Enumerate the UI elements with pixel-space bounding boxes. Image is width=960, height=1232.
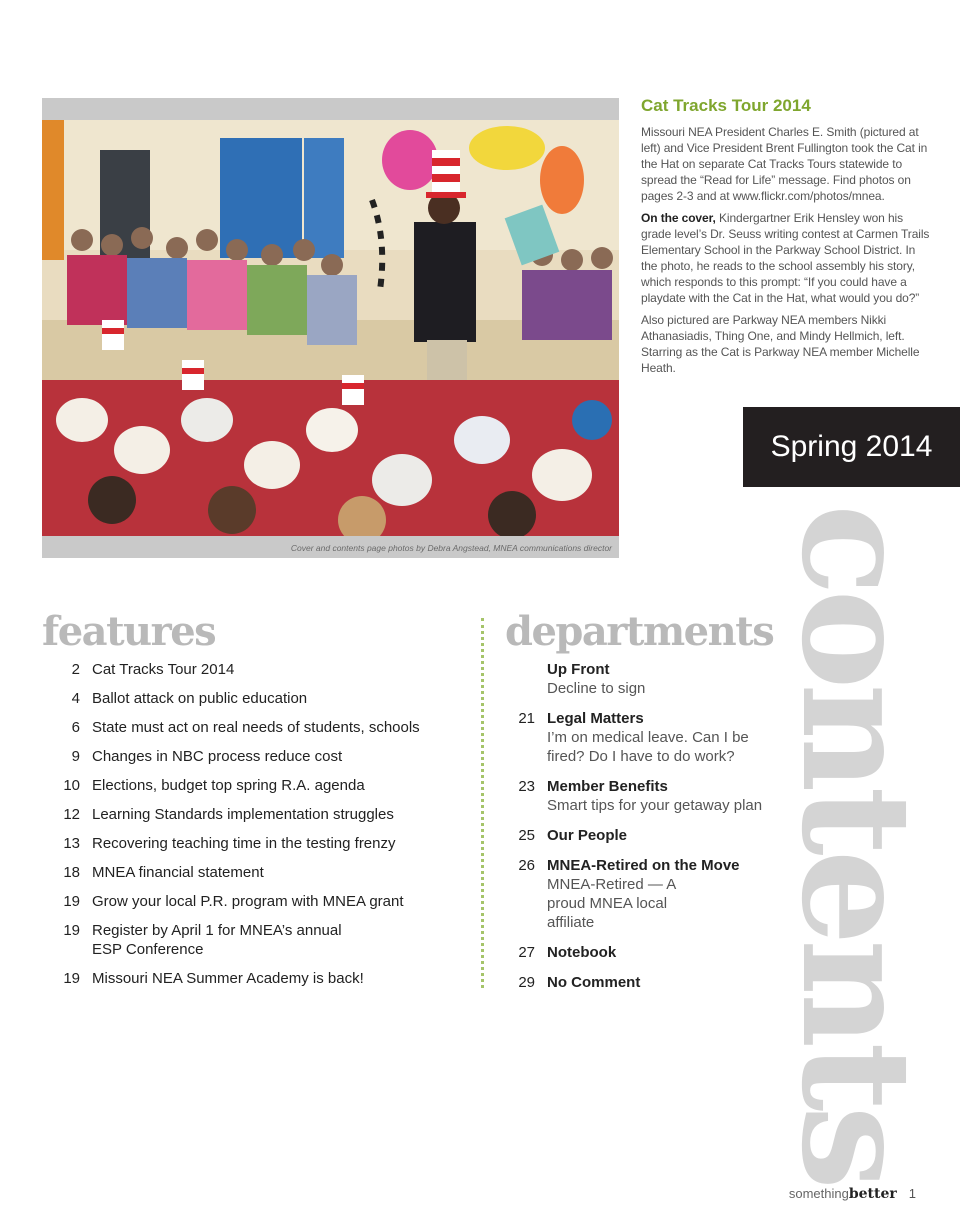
brand-part-1: something <box>788 1186 849 1201</box>
department-title: Our People <box>547 827 628 844</box>
feature-title: Missouri NEA Summer Academy is back! <box>92 970 364 987</box>
department-item[interactable] <box>507 973 797 992</box>
column-divider <box>481 618 484 988</box>
department-title: Member Benefits <box>547 778 668 795</box>
page-number: 1 <box>908 1186 916 1201</box>
department-title: Up Front <box>547 661 610 678</box>
feature-title: Register by April 1 for MNEA’s annual ESP Conference <box>92 922 342 958</box>
department-title: Legal Matters <box>547 710 644 727</box>
caption-paragraph-3: Also pictured are Parkway NEA members Nikki Athanasiadis, Thing One, and Mindy Hellmich, left. Starring as the Cat is Parkway NEA member Michelle Heath. <box>641 313 920 375</box>
department-page <box>507 660 535 698</box>
feature-page: 10 <box>63 777 80 794</box>
feature-item[interactable] <box>52 718 462 737</box>
caption-paragraph-2 <box>641 210 931 306</box>
issue-season-band: Spring 2014 <box>743 407 960 487</box>
feature-title: State must act on real needs of students, schools <box>92 719 420 736</box>
caption-paragraph-1: Missouri NEA President Charles E. Smith (pictured at left) and Vice President Brent Fullington took the Cat in the Hat on separate Cat Tracks Tours statewide to spread the “Read for Life” message. Find photos on pages 2-3 and at www.flickr.com/photos/mnea. <box>641 125 928 203</box>
cover-caption <box>641 96 931 382</box>
feature-item[interactable] <box>52 834 462 853</box>
contents-word: contents <box>768 504 944 1184</box>
department-title: Notebook <box>547 944 617 961</box>
feature-page: 18 <box>63 864 80 881</box>
department-item[interactable] <box>507 777 797 815</box>
feature-item[interactable] <box>52 892 462 911</box>
feature-page: 12 <box>63 806 80 823</box>
department-subtitle: Decline to sign <box>547 680 646 697</box>
feature-title: Elections, budget top spring R.A. agenda <box>92 777 365 794</box>
department-page: 29 <box>518 974 535 991</box>
contents-vertical-title <box>768 504 944 1184</box>
feature-item[interactable] <box>52 805 462 824</box>
feature-page: 9 <box>71 748 80 765</box>
department-page: 27 <box>518 944 535 961</box>
department-item[interactable] <box>507 856 797 932</box>
department-item[interactable] <box>507 826 797 845</box>
department-page: 23 <box>518 778 535 795</box>
feature-title: Changes in NBC process reduce cost <box>92 748 343 765</box>
department-subtitle: Smart tips for your getaway plan <box>547 797 763 814</box>
page-footer <box>789 1186 916 1202</box>
feature-item[interactable] <box>52 689 462 708</box>
feature-title: MNEA financial statement <box>92 864 264 881</box>
feature-page: 13 <box>63 835 80 852</box>
department-subtitle: I’m on medical leave. Can I be fired? Do I have to do work? <box>547 729 749 765</box>
photo-credit: Cover and contents page photos by Debra Angstead, MNEA communications director <box>290 543 612 553</box>
feature-title: Learning Standards implementation struggles <box>92 806 394 823</box>
department-page: 25 <box>518 827 535 844</box>
feature-page: 19 <box>63 970 80 987</box>
feature-page: 6 <box>71 719 80 736</box>
features-heading: features <box>42 608 216 655</box>
department-title: MNEA-Retired on the Move <box>547 857 740 874</box>
department-item[interactable] <box>507 709 797 766</box>
department-page: 26 <box>518 857 535 874</box>
feature-item[interactable] <box>52 969 462 988</box>
department-subtitle: MNEA-Retired — A proud MNEA local affiliate <box>547 876 676 931</box>
feature-title: Recovering teaching time in the testing frenzy <box>92 835 396 852</box>
features-list <box>52 660 462 998</box>
assembly-photo-illustration <box>42 120 619 536</box>
assembly-photo <box>42 120 619 536</box>
feature-title: Grow your local P.R. program with MNEA grant <box>92 893 404 910</box>
department-item[interactable] <box>507 943 797 962</box>
magazine-brand <box>789 1186 897 1202</box>
department-page: 21 <box>518 710 535 727</box>
brand-part-2: better <box>848 1186 897 1202</box>
cover-photo-frame <box>42 98 619 558</box>
feature-item[interactable] <box>52 660 462 679</box>
departments-heading: departments <box>505 608 774 655</box>
feature-page: 19 <box>63 893 80 910</box>
feature-item[interactable] <box>52 863 462 882</box>
feature-title: Ballot attack on public education <box>92 690 308 707</box>
feature-item[interactable] <box>52 776 462 795</box>
feature-item[interactable] <box>52 921 462 959</box>
department-item[interactable] <box>507 660 797 698</box>
caption-paragraph-2-text: Kindergartner Erik Hensley won his grade level’s Dr. Seuss writing contest at Carmen Trails Elementary School in the Parkway School District. In the photo, he reads to the school assembly his story, which responds to this prompt: “If you could have a playdate with the Cat in the Hat, what would you do?” <box>641 211 930 305</box>
caption-lead: On the cover, <box>641 211 716 225</box>
feature-page: 19 <box>63 922 80 939</box>
feature-page: 2 <box>71 661 80 678</box>
feature-page: 4 <box>71 690 80 707</box>
department-title: No Comment <box>547 974 641 991</box>
feature-title: Cat Tracks Tour 2014 <box>92 661 235 678</box>
caption-title: Cat Tracks Tour 2014 <box>641 96 811 115</box>
departments-list <box>507 660 797 1003</box>
feature-item[interactable] <box>52 747 462 766</box>
